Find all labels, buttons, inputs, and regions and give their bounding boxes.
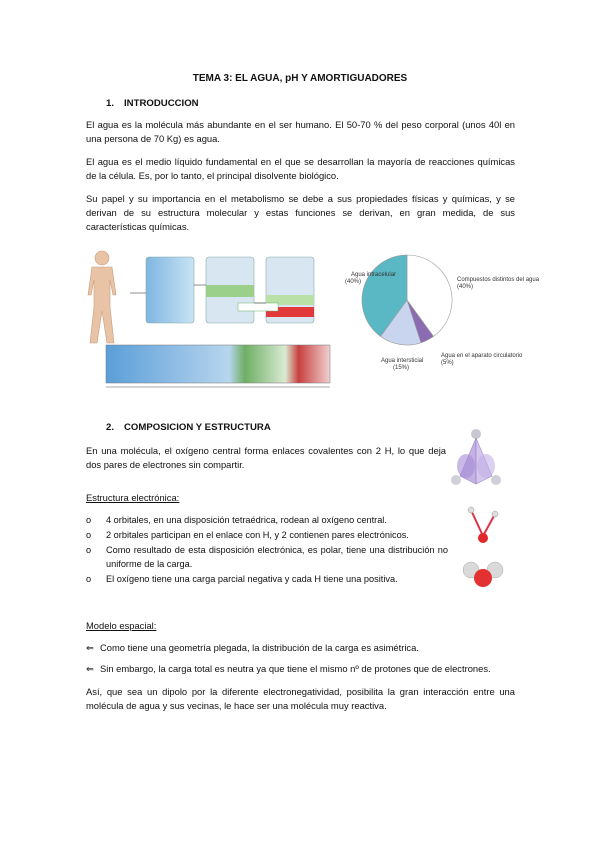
section-1-heading xyxy=(106,98,199,109)
human-body-icon xyxy=(88,251,116,343)
section-1-title: INTRODUCCION xyxy=(124,98,199,109)
double-left-arrow-icon: ⇐ xyxy=(86,642,94,653)
body-water-figure xyxy=(80,245,338,391)
pie-label-compuestos: Compuestos distintos del agua (40%) xyxy=(457,277,540,290)
list-item: o El oxígeno tiene una carga parcial negativa y cada H tiene una positiva. xyxy=(86,574,398,584)
list-item: ⇐ Sin embargo, la carga total es neutra ya que tiene el mismo nº de protones que de electrones. xyxy=(86,663,491,674)
water-bond-model-icon xyxy=(463,500,503,550)
intro-paragraph-2: El agua es el medio líquido fundamental en el que se desarrollan la mayoría de reacciones químicas de la célula. Es, por lo tanto, el principal disolvente biológico. xyxy=(86,156,515,181)
list-item: ⇐ Como tiene una geometría plegada, la distribución de la carga es asimétrica. xyxy=(86,642,419,653)
document-title: TEMA 3: EL AGUA, pH Y AMORTIGUADORES xyxy=(192,73,408,84)
list-item: o 4 orbitales, en una disposición tetraédrica, rodean al oxígeno central. xyxy=(86,515,387,525)
water-distribution-bar xyxy=(106,345,330,383)
electronic-structure-list xyxy=(86,513,448,587)
intro-paragraph-3: Su papel y su importancia en el metabolismo se debe a sus propiedades físicas y químicas, y se derivan de su estructura molecular y estas funciones se derivan, en gran medida, de sus características químicas. xyxy=(86,193,515,232)
dipole-paragraph: Así, que sea un dipolo por la diferente electronegatividad, posibilita la gran interacción entre una molécula de agua y sus vecinas, le hace ser una molécula muy reactiva. xyxy=(86,686,515,711)
pie-label-intersticial: Agua intersticial (15%) xyxy=(381,358,424,371)
section-1-number: 1. xyxy=(106,98,115,109)
intro-paragraph-1: El agua es la molécula más abundante en el ser humano. El 50-70 % del peso corporal (unos 40l en una persona de 70 Kg) es agua. xyxy=(86,119,515,144)
pie-label-intracelular: Agua intracelular (40%) xyxy=(345,272,397,285)
tetrahedral-orbitals-icon xyxy=(446,424,506,490)
subheading-electronic-structure: Estructura electrónica: xyxy=(86,492,180,503)
section-2-heading xyxy=(106,422,271,433)
beaker-icon xyxy=(130,257,314,323)
section-2-number: 2. xyxy=(106,422,115,433)
subheading-spatial-model: Modelo espacial: xyxy=(86,620,157,631)
pie-label-circulatorio: Agua en el aparato circulatorio (5%) xyxy=(441,353,523,366)
list-item: o 2 orbitales participan en el enlace con H, y 2 contienen pares electrónicos. xyxy=(86,530,409,540)
double-left-arrow-icon: ⇐ xyxy=(86,663,94,674)
water-pie-chart xyxy=(333,245,540,379)
list-item: o Como resultado de esta disposición electrónica, es polar, tiene una distribución no uniforme de la carga. xyxy=(86,545,448,569)
composition-paragraph: En una molécula, el oxígeno central forma enlaces covalentes con 2 H, lo que deja dos pares de electrones sin compartir. xyxy=(86,445,446,470)
section-2-title: COMPOSICION Y ESTRUCTURA xyxy=(124,422,271,433)
water-space-filling-icon xyxy=(460,552,506,596)
